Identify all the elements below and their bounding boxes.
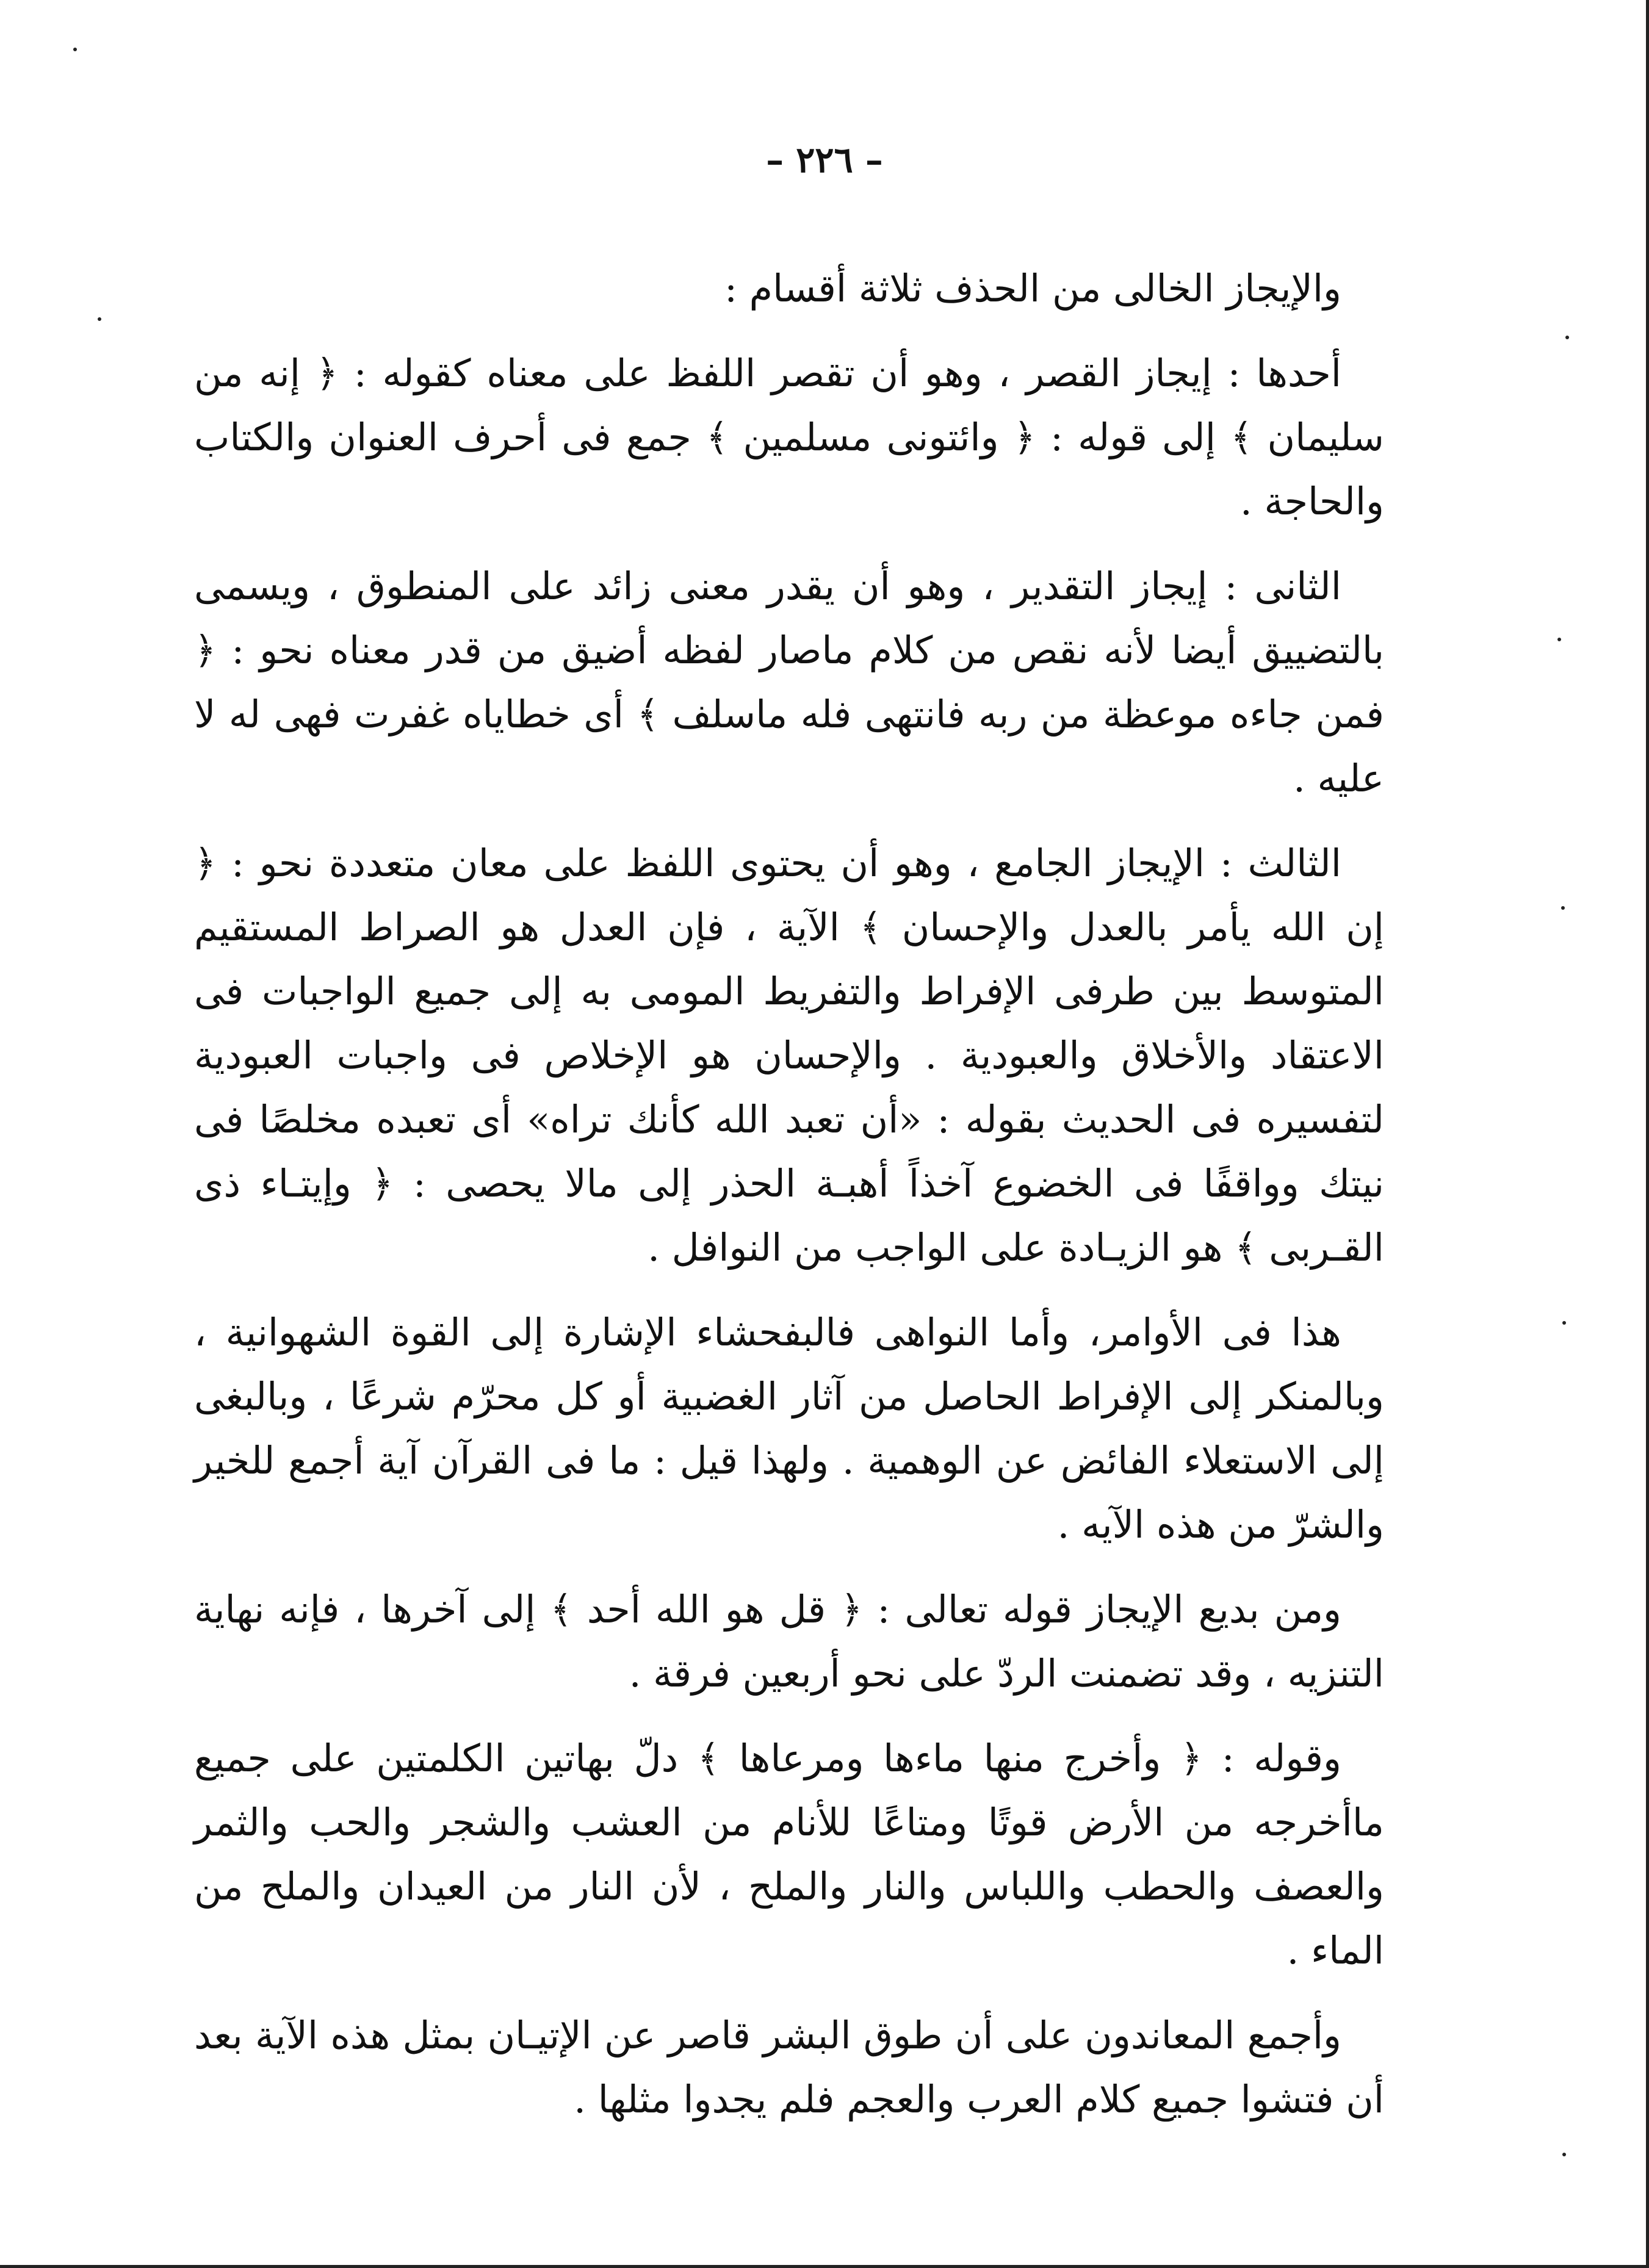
scan-speck	[98, 317, 101, 321]
paragraph-first-type: أحدها : إيجاز القصر ، وهو أن تقصر اللفظ على معناه كقوله : ﴿ إنه من سليمان ﴾ إلى قوله : ﴿ وائتونى مسلمين ﴾ جمع فى أحرف العنوان والكتاب والحاجة .	[194, 351, 1384, 524]
paragraph-ikhlas: ومن بديع الإيجاز قوله تعالى : ﴿ قل هو الله أحد ﴾ إلى آخرها ، فإنه نهاية التنزيه ، وقد تضمنت الردّ على نحو أربعين فرقة .	[194, 1587, 1384, 1696]
scan-speck	[1561, 906, 1565, 910]
scan-speck	[1557, 638, 1561, 641]
paragraph-second-type: الثانى : إيجاز التقدير ، وهو أن يقدر معنى زائد على المنطوق ، ويسمى بالتضييق أيضا لأنه نقص من كلام ماصار لفظه أضيق من قدر معناه نحو : ﴿ فمن جاءه موعظة من ربه فانتهى فله ماسلف ﴾ أى خطاياه غفرت فهى له لا عليه .	[194, 564, 1384, 801]
scan-speck	[1565, 336, 1569, 339]
paragraph-consensus: وأجمع المعاندون على أن طوق البشر قاصر عن الإتيـان بمثل هذه الآية بعد أن فتشوا جميع كلام العرب والعجم فلم يجدوا مثلها .	[194, 2013, 1384, 2122]
scan-speck	[1562, 2153, 1566, 2156]
paragraph-prohibitions: هذا فى الأوامر، وأما النواهى فالبفحشاء الإشارة إلى القوة الشهوانية ، وبالمنكر إلى الإفراط الحاصل من آثار الغضبية أو كل محرّم شرعًا ، وبالبغى إلى الاستعلاء الفائض عن الوهمية . ولهذا قيل : ما فى القرآن آية أجمع للخير والشرّ من هذه الآيه .	[194, 1310, 1384, 1547]
page-number: – ٢٢٦ –	[766, 139, 883, 181]
scan-speck	[1562, 1321, 1566, 1325]
paragraph-third-type: الثالث : الإيجاز الجامع ، وهو أن يحتوى اللفظ على معان متعددة نحو : ﴿ إن الله يأمر بالعدل والإحسان ﴾ الآية ، فإن العدل هو الصراط المستقيم المتوسط بين طرفى الإفراط والتفريط المومى به إلى جميع الواجبات فى الاعتقاد والأخلاق والعبودية . والإحسان هو الإخلاص فى واجبات العبودية لتفسيره فى الحديث بقوله : «أن تعبد الله كأنك تراه» أى تعبده مخلصًا فى نيتك وواقفًا فى الخضوع آخذاً أهبـة الحذر إلى مالا يحصى : ﴿ وإيتـاء ذى القـربى ﴾ هو الزيـادة على الواجب من النوافل .	[194, 841, 1384, 1270]
body-text	[194, 256, 1384, 2152]
scan-speck	[73, 48, 77, 51]
paragraph-water-pasture: وقوله : ﴿ وأخرج منها ماءها ومرعاها ﴾ دلّ بهاتين الكلمتين على جميع ماأخرجه من الأرض قوتًا ومتاعًا للأنام من العشب والشجر والحب والثمر والعصف والحطب واللباس والنار والملح ، لأن النار من العيدان والملح من الماء .	[194, 1736, 1384, 1973]
paragraph-intro: والإيجاز الخالى من الحذف ثلاثة أقسام :	[724, 266, 1341, 311]
